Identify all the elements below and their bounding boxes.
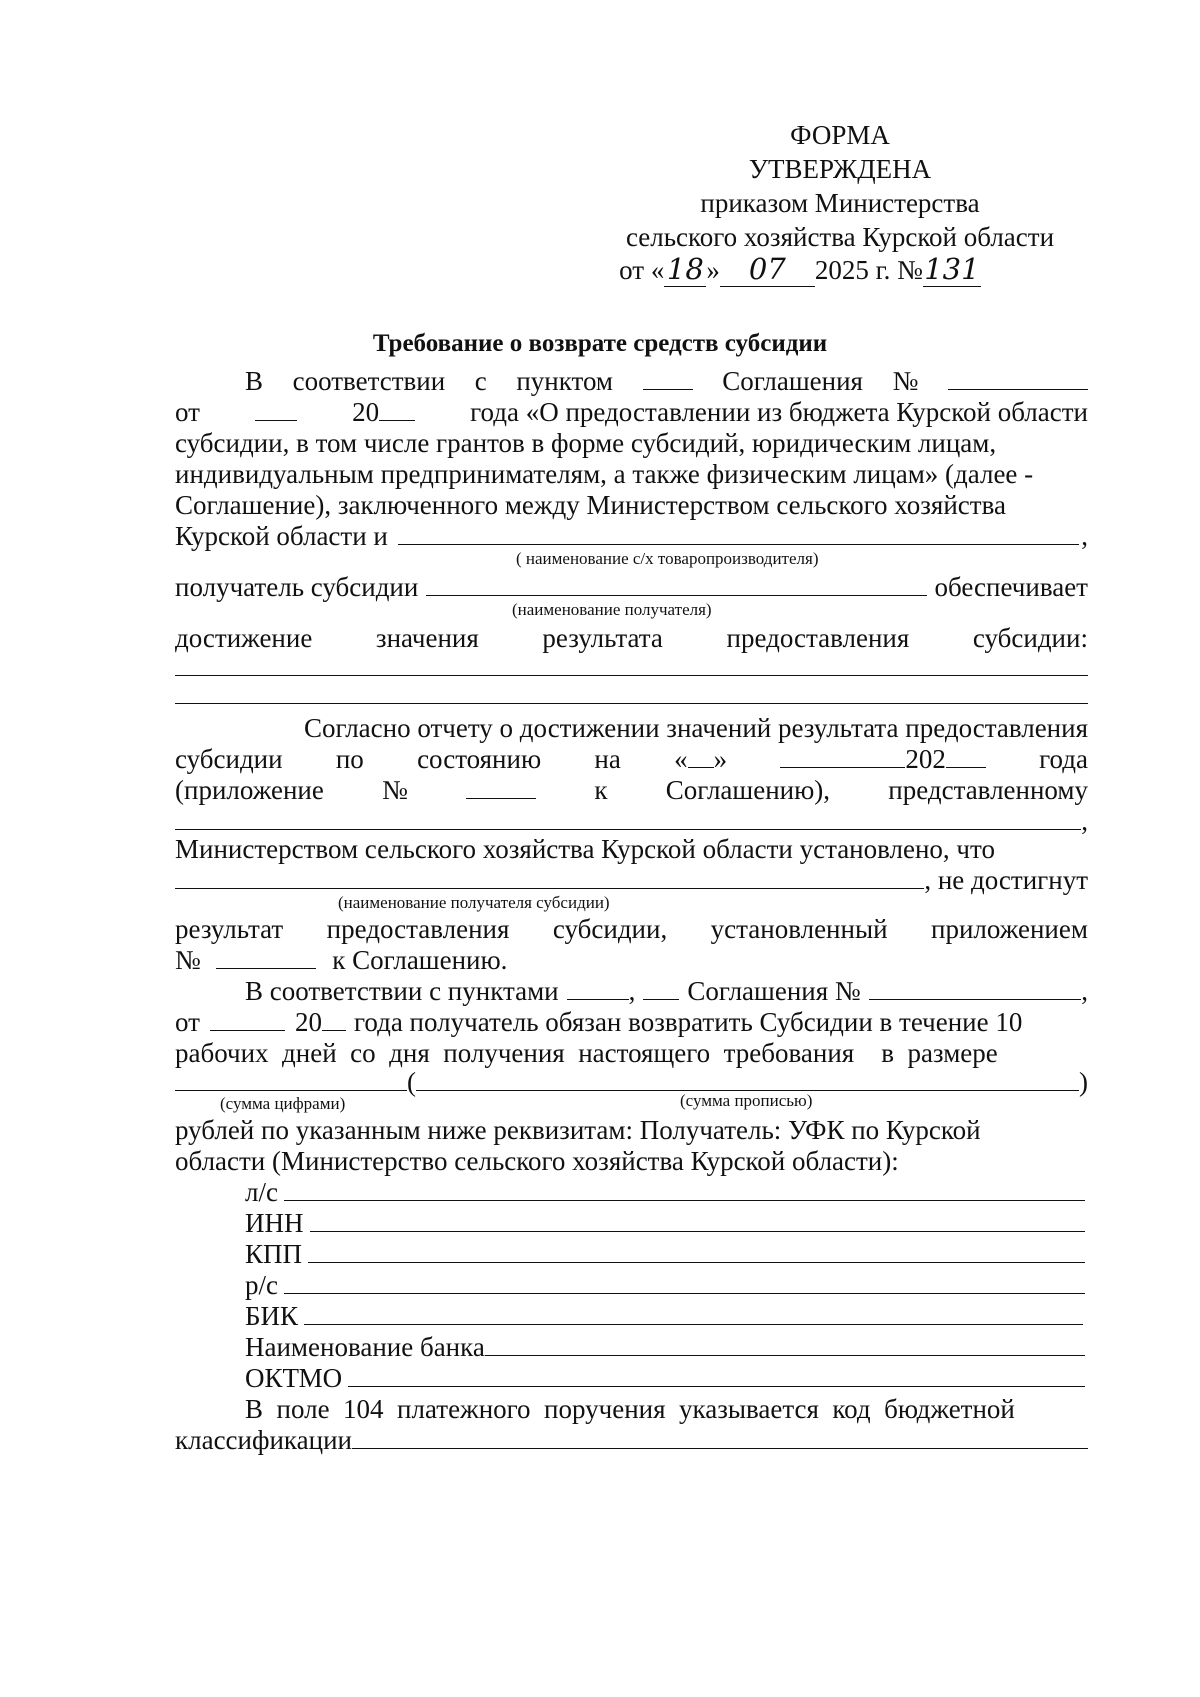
p1-line8: достижение значения результата предоставления субсидии: — [175, 623, 1088, 653]
return-year-blank[interactable] — [322, 1006, 346, 1031]
p2-line7: результат предоставления субсидии, установленный приложением — [175, 914, 1088, 944]
requisite-ls[interactable]: л/с — [245, 1176, 1085, 1208]
p2-line2: субсидии по состоянию на « » 202 года — [175, 744, 1088, 774]
p3-line1: В соответствии с пунктами , Соглашения № , — [245, 976, 1088, 1006]
form-label: ФОРМА — [790, 120, 890, 150]
appendix-ref-blank[interactable] — [216, 944, 316, 969]
requisite-rs[interactable]: р/с — [245, 1269, 1085, 1301]
result-value-line-2[interactable] — [175, 703, 1088, 704]
return-date-blank[interactable] — [210, 1006, 285, 1031]
p2-line3: (приложение № к Соглашению), представленному — [175, 775, 1088, 805]
requisite-bank-name[interactable]: Наименование банка — [245, 1331, 1085, 1363]
approved-label: УТВЕРЖДЕНА — [748, 154, 932, 184]
producer-name-blank[interactable] — [398, 520, 1079, 545]
order-date-line — [590, 252, 1010, 287]
agreement-year-blank[interactable] — [379, 396, 415, 421]
clause-blank[interactable] — [643, 365, 693, 390]
p2-line6: , не достигнут — [175, 864, 1088, 896]
report-day-blank[interactable] — [688, 743, 714, 768]
caption-producer: ( наименование с/х товаропроизводителя) — [516, 549, 819, 568]
subsidy-recipient-blank[interactable] — [175, 864, 924, 889]
submitted-by-blank[interactable] — [175, 805, 1081, 830]
appendix-number-blank[interactable] — [466, 774, 536, 799]
report-year-blank[interactable] — [946, 743, 986, 768]
p4-line1: В поле 104 платежного поручения указывается код бюджетной — [245, 1394, 1015, 1424]
agreement-no-blank[interactable] — [869, 975, 1082, 1000]
p2-line1: Согласно отчету о достижении значений результата предоставления — [303, 713, 1088, 743]
p3-line2: от 20 года получатель обязан возвратить Субсидии в течение 10 — [175, 1007, 1023, 1037]
agreement-number-blank[interactable] — [948, 365, 1088, 390]
p3-line4: ( ) — [175, 1066, 1088, 1098]
p1-line3: субсидии, в том числе грантов в форме субсидий, юридическим лицам, — [175, 428, 997, 458]
order-number: 131 — [924, 252, 980, 286]
p1-line4: индивидуальным предпринимателям, а также физическим лицам» (далее - — [175, 459, 1034, 489]
date-mid: » — [706, 255, 720, 285]
p3-line6: области (Министерство сельского хозяйства Курской области): — [175, 1146, 899, 1176]
p1-line2: от 20 года «О предоставлении из бюджета Курской области — [175, 397, 1088, 427]
p2-line5: Министерством сельского хозяйства Курской области установлено, что — [175, 834, 995, 864]
caption-subsidy-recipient: (наименование получателя субсидии) — [338, 893, 610, 912]
agreement-date-blank[interactable] — [255, 396, 297, 421]
clauses-blank-2[interactable] — [643, 975, 679, 1000]
caption-recipient: (наименование получателя) — [512, 600, 712, 619]
p1-line5: Соглашение), заключенного между Министерством сельского хозяйства — [175, 490, 1006, 520]
requisite-inn[interactable]: ИНН — [245, 1207, 1085, 1239]
ministry-line: сельского хозяйства Курской области — [625, 222, 1055, 252]
p3-line3: рабочих дней со дня получения настоящего требования в размере — [175, 1038, 998, 1068]
order-day: 18 — [664, 252, 706, 287]
requisite-kpp[interactable]: КПП — [245, 1238, 1085, 1270]
report-month-blank[interactable] — [780, 743, 905, 768]
result-value-line-1[interactable] — [175, 675, 1088, 676]
order-year: 2025 г. № — [814, 255, 923, 285]
document-title: Требование о возврате средств субсидии — [372, 330, 828, 357]
caption-amount-words: (сумма прописью) — [680, 1091, 813, 1110]
p1-line7: получатель субсидии обеспечивает — [175, 572, 1088, 602]
p1-line1: В соответствии с пунктом Соглашения № — [175, 365, 1088, 397]
p3-line5: рублей по указанным ниже реквизитам: Получатель: УФК по Курской — [175, 1115, 981, 1145]
recipient-name-blank[interactable] — [426, 571, 926, 596]
p1-line6: Курской области и , — [175, 521, 1088, 551]
amount-digits-blank[interactable] — [175, 1066, 407, 1091]
clauses-blank-1[interactable] — [567, 975, 629, 1000]
requisite-bik[interactable]: БИК — [245, 1300, 1083, 1332]
p2-line4: , — [175, 805, 1088, 837]
p2-line8: № к Соглашению. — [175, 945, 508, 975]
p4-line2[interactable]: классификации — [175, 1424, 1088, 1456]
caption-amount-digits: (сумма цифрами) — [220, 1094, 346, 1113]
order-line: приказом Министерства — [700, 188, 980, 218]
order-month: 07 — [720, 252, 815, 287]
date-prefix: от « — [619, 255, 665, 285]
amount-words-blank[interactable] — [416, 1066, 1079, 1091]
requisite-oktmo[interactable]: ОКТМО — [245, 1362, 1085, 1394]
